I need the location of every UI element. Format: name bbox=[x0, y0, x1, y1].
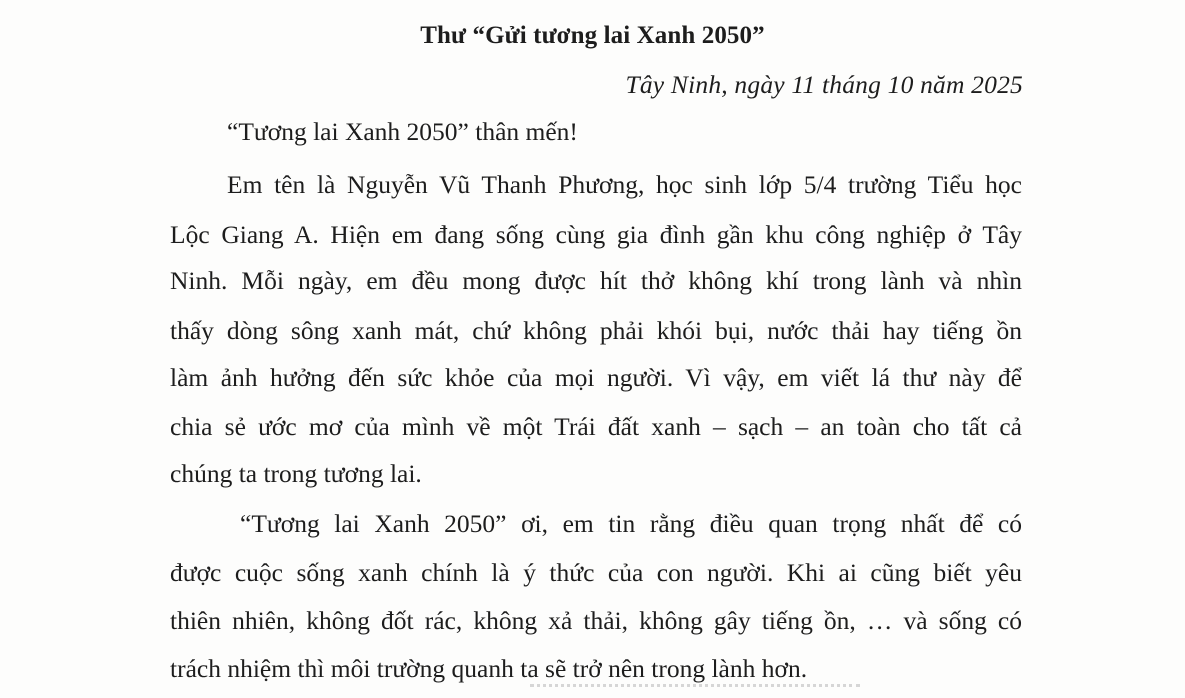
cut-off-next-line bbox=[530, 684, 860, 698]
paragraph1-line: Em tên là Nguyễn Vũ Thanh Phương, học sinh lớp 5/4 trường Tiểu học bbox=[227, 170, 1022, 199]
paragraph2-line: trách nhiệm thì môi trường quanh ta sẽ trở nên trong lành hơn. bbox=[170, 654, 808, 683]
paragraph1-line: thấy dòng sông xanh mát, chứ không phải khói bụi, nước thải hay tiếng ồn bbox=[170, 316, 1022, 345]
paragraph2-line: “Tương lai Xanh 2050” ơi, em tin rằng điều quan trọng nhất để có bbox=[240, 509, 1022, 538]
paragraph1-line: chúng ta trong tương lai. bbox=[170, 459, 422, 488]
paragraph1-line: Ninh. Mỗi ngày, em đều mong được hít thở không khí trong lành và nhìn bbox=[170, 266, 1022, 295]
paragraph1-line: chia sẻ ước mơ của mình về một Trái đất xanh – sạch – an toàn cho tất cả bbox=[170, 412, 1022, 441]
paragraph2-line: thiên nhiên, không đốt rác, không xả thải, không gây tiếng ồn, … và sống có bbox=[170, 606, 1022, 635]
paragraph1-line: làm ảnh hưởng đến sức khỏe của mọi người. Vì vậy, em viết lá thư này để bbox=[170, 363, 1022, 392]
letter-title: Thư “Gửi tương lai Xanh 2050” bbox=[420, 22, 765, 49]
paragraph1-line: Lộc Giang A. Hiện em đang sống cùng gia đình gần khu công nghiệp ở Tây bbox=[170, 220, 1022, 249]
letter-date: Tây Ninh, ngày 11 tháng 10 năm 2025 bbox=[625, 70, 1023, 99]
paragraph2-line: được cuộc sống xanh chính là ý thức của con người. Khi ai cũng biết yêu bbox=[170, 558, 1022, 587]
letter-greeting: “Tương lai Xanh 2050” thân mến! bbox=[227, 117, 578, 146]
